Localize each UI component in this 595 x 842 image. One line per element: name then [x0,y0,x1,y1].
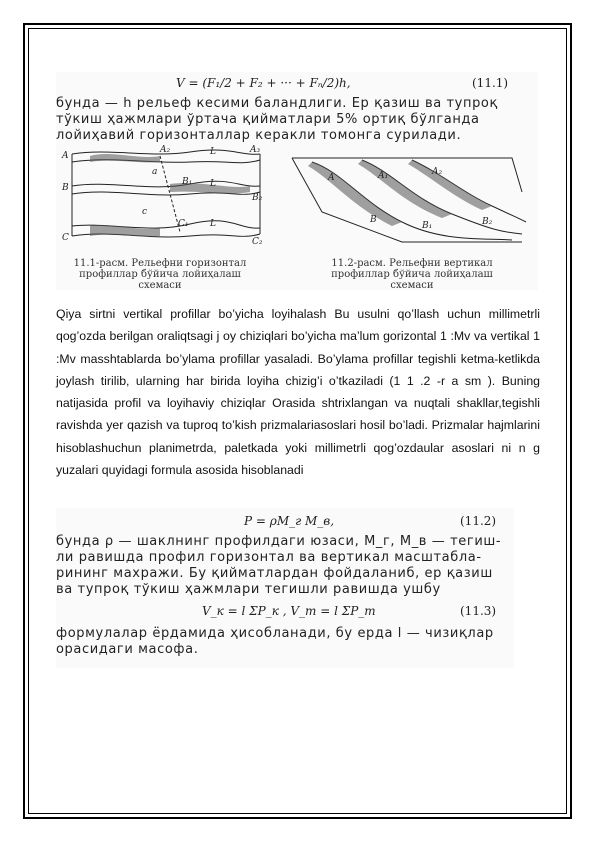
fig2-label-b1: B₁ [422,221,433,231]
fig1-label-b: B [62,183,69,193]
figure-11-1 [60,144,272,252]
fig1-label-c2: C₂ [252,237,263,247]
body-paragraph: Qiya sirtni vertikal profillar bo’yicha loyihalash Bu usulni qo’llash uchun millimetrli qog’ozda berilgan oraliqtsagi j oy chiziqlari bo’yicha ma’lum gorizontal 1 :Mv va vertikal 1 :Mv masshtablarda bo’ylama profillar yasaladi. Bo’ylama profillar tegishli ketma-ketlikda joylash tirilib, ularning har birida loyiha chizig’i o’tkaziladi (1 1 .2 -r a sm ). Buning natijasida profil va loyihaviy chiziqlar Orasida shtrixlangan va nuqtali shakllar,tegishli ravishda yer qazish va tuproq to’kish prizmalariasoslari hosil bo’ladi. Prizmalar hajmlarini hisoblashuchun planimetrda, paletkada yoki millimetrli qog’ozdaular asoslari ni n g yuzalari quyidagi formula asosida hisoblanadi [56,307,540,478]
fig1-label-b1: B₁ [182,177,193,187]
fig2-label-b2: B₂ [482,217,493,227]
scan-line-3: лойиҳавий горизонталлар керакли томонга сурилади. [56,128,462,143]
scan2-line-3: рининг махражи. Бу қийматлардан фойдаланиб, ер қазиш [56,566,493,581]
fig1-label-l2: L [210,179,216,189]
fig2-label-a1: A₁ [378,171,389,181]
scan-line-2: тўкиш ҳажмлари ўртача қийматлари 5% ортиқ бўлганда [56,112,480,127]
fig1-label-c: C [62,233,69,243]
fig1-label-a: A [62,151,69,161]
caption-left-line-3: схемаси [138,280,182,291]
formula-11-1: V = (F₁/2 + F₂ + ··· + Fₙ/2)h, [176,76,351,90]
scan2-line-6: орасидаги масофа. [56,642,199,657]
fill-area-a [90,154,160,162]
caption-figure-11-2 [306,258,518,291]
figure-11-2 [282,152,532,252]
scan-image-bottom [56,508,514,668]
fig1-label-c-small: c [142,207,148,217]
fig1-label-a3: A₃ [250,145,261,155]
eq-number-11-1: (11.1) [472,76,509,90]
fig2-label-a2: A₂ [432,167,443,177]
fig1-label-a-small: a [152,167,158,177]
scan2-line-5: формулалар ёрдамида ҳисобланади, бу ерда l — чизиқлар [56,626,494,641]
formula-11-2: P = ρM_г M_в, [244,514,335,528]
scan2-line-4: ва тупроқ тўкиш ҳажмлари тегишли равишда ушбу [56,582,441,597]
fig1-label-c1: C₁ [178,219,189,229]
fig2-label-b: B [370,215,377,225]
scan-line-1: бунда — h рельеф кесими баландлиги. Ер қазиш ва тупроқ [56,96,498,111]
scan2-line-1: бунда ρ — шаклнинг профилдаги юзаси, M_г, M_в — тегиш- [56,534,502,549]
caption-right-line-3: схемаси [390,280,434,291]
fig2-label-a: A [328,173,335,183]
caption-right-line-2: профиллар бўйича лойиҳалаш [331,269,493,280]
caption-left-line-2: профиллар бўйича лойиҳалаш [79,269,241,280]
profile-line-b [72,181,260,187]
caption-right-line-1: 11.2-расм. Рельефни вертикал [331,258,493,269]
fig1-label-a2: A₂ [160,145,171,155]
caption-figure-11-1 [56,258,264,291]
fig1-label-l1: L [210,147,216,157]
caption-left-line-1: 11.1-расм. Рельефни горизонтал [73,258,247,269]
eq-number-11-3: (11.3) [460,604,497,618]
fig1-label-l3: L [210,219,216,229]
scan2-line-2: ли равишда профил горизонтал ва вертикал масштабла- [56,550,482,565]
scan-image-top [56,72,538,290]
eq-number-11-2: (11.2) [460,514,497,528]
fig1-label-b2: B₂ [252,193,263,203]
formula-11-3: V_к = l ΣP_к , V_т = l ΣP_т [202,604,376,618]
